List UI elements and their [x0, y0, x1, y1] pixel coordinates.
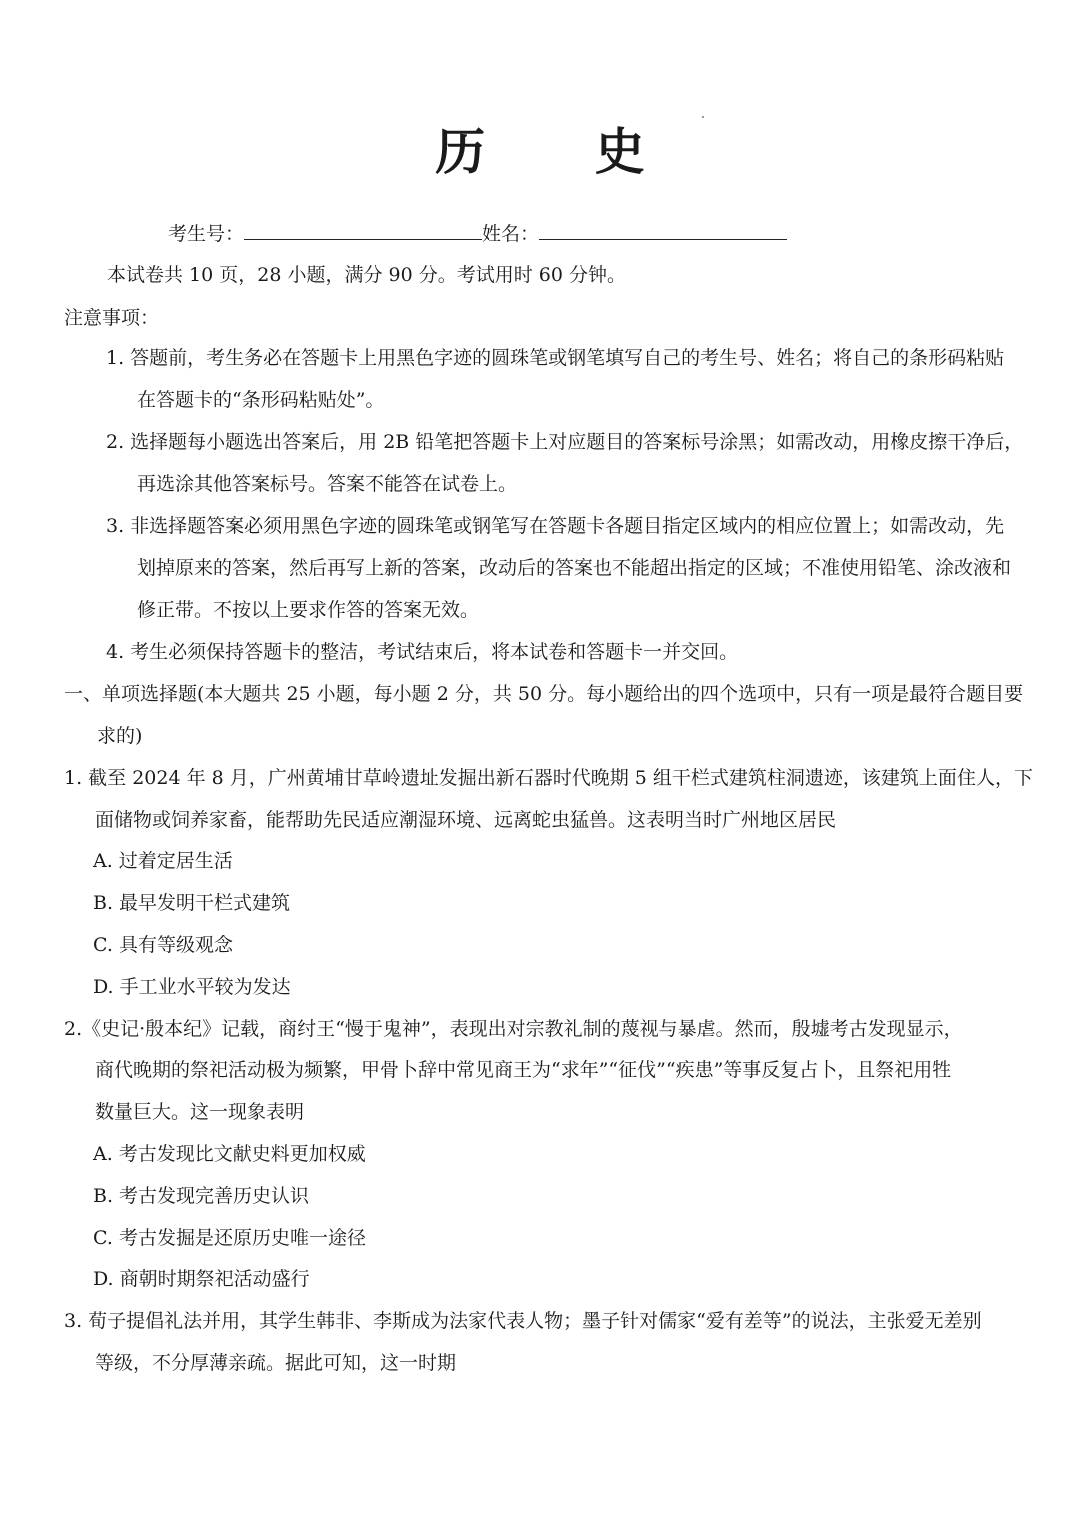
section-heading-line-2: 求的) — [97, 725, 143, 747]
question-1-option-c[interactable]: C. 具有等级观念 — [93, 934, 233, 956]
student-id-label: 考生号： — [168, 223, 245, 245]
question-1-option-b[interactable]: B. 最早发明干栏式建筑 — [93, 892, 291, 914]
student-id-field[interactable] — [244, 219, 482, 240]
question-1-stem-line-2: 面储物或饲养家畜，能帮助先民适应潮湿环境、远离蛇虫猛兽。这表明当时广州地区居民 — [95, 809, 837, 831]
notice-item-3-line-2: 划掉原来的答案，然后再写上新的答案，改动后的答案也不能超出指定的区域；不准使用铅笔、涂改液和 — [137, 557, 1012, 579]
page-title: 历 史 — [435, 122, 691, 181]
notice-item-3-line-1: 3. 非选择题答案必须用黑色字迹的圆珠笔或钢笔写在答题卡各题目指定区域内的相应位置上；如需改动，先 — [106, 515, 1005, 537]
notice-heading: 注意事项： — [64, 307, 160, 329]
question-2-stem-line-2: 商代晚期的祭祀活动极为频繁，甲骨卜辞中常见商王为“求年”“征伐”“疾患”等事反复占卜，且祭祀用牲 — [95, 1059, 952, 1081]
question-1-option-d[interactable]: D. 手工业水平较为发达 — [93, 976, 291, 998]
question-2-option-a[interactable]: A. 考古发现比文献史料更加权威 — [93, 1143, 366, 1165]
question-3-stem-line-1: 3. 荀子提倡礼法并用，其学生韩非、李斯成为法家代表人物；墨子针对儒家“爱有差等”的说法，主张爱无差别 — [64, 1310, 982, 1332]
section-heading-line-1: 一、单项选择题(本大题共 25 小题，每小题 2 分，共 50 分。每小题给出的四个选项中，只有一项是最符合题目要 — [64, 683, 1024, 705]
question-1-stem-line-1: 1. 截至 2024 年 8 月，广州黄埔甘草岭遗址发掘出新石器时代晚期 5 组干栏式建筑柱洞遗迹，该建筑上面住人，下 — [64, 767, 1033, 789]
question-2-stem-line-3: 数量巨大。这一现象表明 — [95, 1101, 305, 1123]
student-name-field[interactable] — [539, 219, 787, 240]
question-2-option-d[interactable]: D. 商朝时期祭祀活动盛行 — [93, 1268, 310, 1290]
question-2-option-b[interactable]: B. 考古发现完善历史认识 — [93, 1185, 310, 1207]
question-2-option-c[interactable]: C. 考古发掘是还原历史唯一途径 — [93, 1227, 366, 1249]
question-2-stem-line-1: 2.《史记·殷本纪》记载，商纣王“慢于鬼神”，表现出对宗教礼制的蔑视与暴虐。然而，殷墟考古发现显示， — [64, 1018, 963, 1040]
notice-item-2-line-2: 再选涂其他答案标号。答案不能答在试卷上。 — [137, 473, 518, 495]
notice-item-2-line-1: 2. 选择题每小题选出答案后，用 2B 铅笔把答题卡上对应题目的答案标号涂黑；如需改动，用橡皮擦干净后， — [106, 431, 1024, 453]
scan-speck — [702, 116, 704, 118]
question-3-stem-line-2: 等级，不分厚薄亲疏。据此可知，这一时期 — [95, 1352, 457, 1374]
student-info-row — [168, 219, 787, 248]
exam-info: 本试卷共 10 页，28 小题，满分 90 分。考试用时 60 分钟。 — [107, 264, 626, 286]
notice-item-1-line-1: 1. 答题前，考生务必在答题卡上用黑色字迹的圆珠笔或钢笔填写自己的考生号、姓名；将自己的条形码粘贴 — [106, 347, 1005, 369]
notice-item-4-line-1: 4. 考生必须保持答题卡的整洁，考试结束后，将本试卷和答题卡一并交回。 — [106, 641, 739, 663]
question-1-option-a[interactable]: A. 过着定居生活 — [93, 850, 233, 872]
notice-item-1-line-2: 在答题卡的“条形码粘贴处”。 — [137, 389, 385, 411]
student-name-label: 姓名： — [482, 223, 540, 245]
notice-item-3-line-3: 修正带。不按以上要求作答的答案无效。 — [137, 599, 480, 621]
